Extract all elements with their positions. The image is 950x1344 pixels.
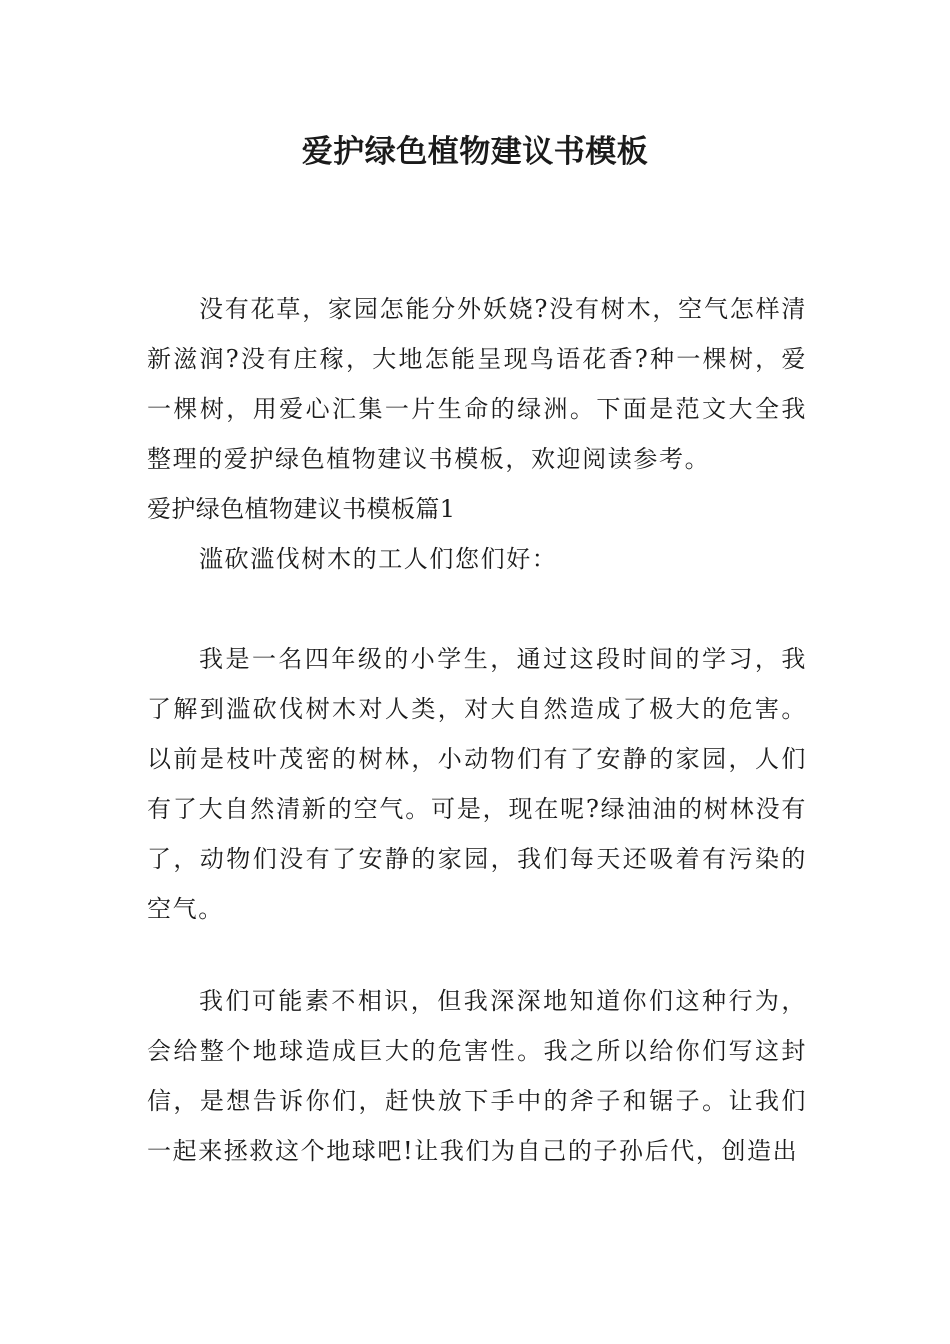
letter-greeting: 滥砍滥伐树木的工人们您们好： [199,545,558,573]
document-title: 爱护绿色植物建议书模板 [301,134,649,170]
intro-paragraph: 没有花草，家园怎能分外妖娆?没有树木，空气怎样清新滋润?没有庄稼，大地怎能呈现鸟语花香?种一棵树，爱一棵树，用爱心汇集一片生命的绿洲。下面是范文大全我整理的爱护绿色植物建议书模板，欢迎阅读参考。 [147,295,807,473]
section-heading: 爱护绿色植物建议书模板篇1 [147,495,456,523]
letter-paragraph: 我们可能素不相识，但我深深地知道你们这种行为，会给整个地球造成巨大的危害性。我之所以给你们写这封信，是想告诉你们，赶快放下手中的斧子和锯子。让我们一起来拯救这个地球吧!让我们为自己的子孙后代，创造出 [147,987,807,1165]
letter-paragraph: 我是一名四年级的小学生，通过这段时间的学习，我了解到滥砍伐树木对人类，对大自然造成了极大的危害。以前是枝叶茂密的树林，小动物们有了安静的家园，人们有了大自然清新的空气。可是，现在呢?绿油油的树林没有了，动物们没有了安静的家园，我们每天还吸着有污染的空气。 [147,645,807,923]
